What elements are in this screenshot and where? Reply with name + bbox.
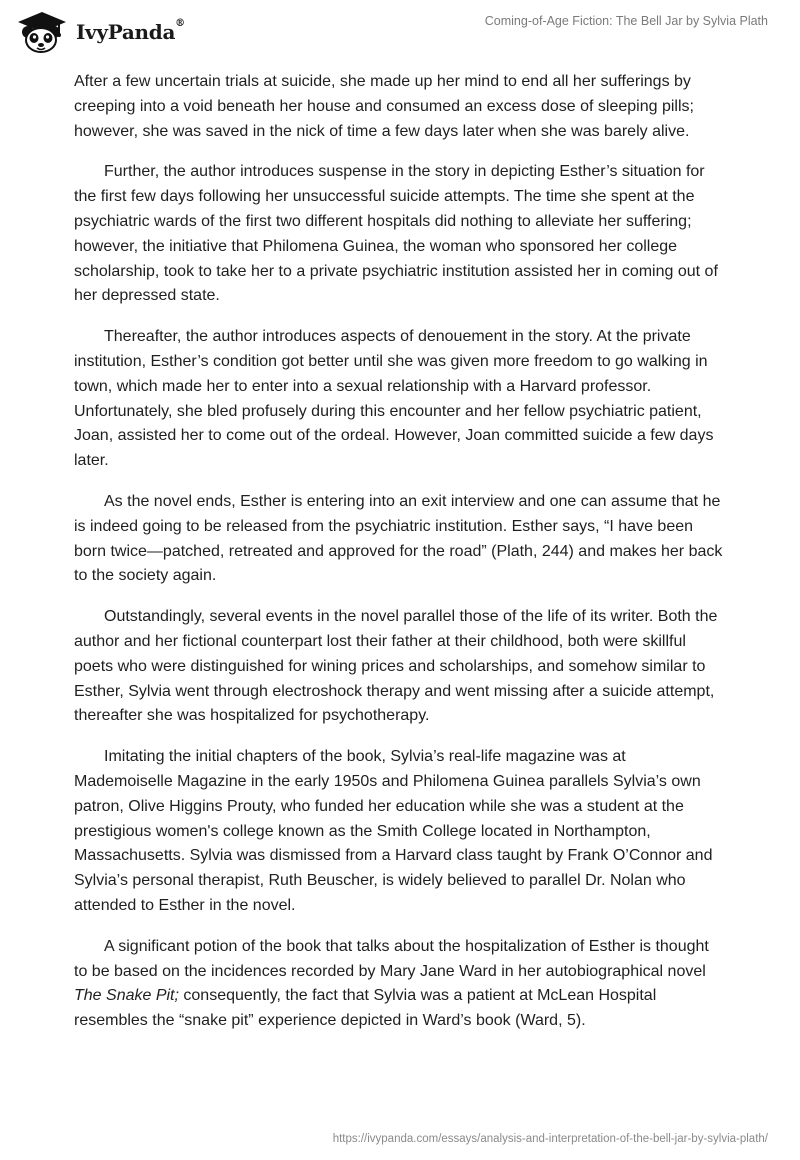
ivypanda-logo[interactable] (14, 10, 185, 54)
paragraph: After a few uncertain trials at suicide, she made up her mind to end all her sufferings by creeping into a void beneath her house and consumed an excess dose of sleeping pills; however, she was saved in the nick of time a few days later when she was barely alive. (74, 73, 694, 140)
source-url-link[interactable]: https://ivypanda.com/essays/analysis-and-interpretation-of-the-bell-jar-by-sylvia-plath/ (332, 1133, 768, 1145)
paragraph: Further, the author introduces suspense in the story in depicting Esther’s situation for the first few days following her unsuccessful suicide attempts. The time she spent at the psychiatric wards of the first two different hospitals did nothing to alleviate her suffering; however, the initiative that Philomena Guinea, the woman who sponsored her college scholarship, took to take her to a private psychiatric institution assisted her in coming out of her depressed state. (74, 163, 718, 305)
essay-body (74, 70, 724, 1050)
page-header (0, 0, 800, 60)
paragraph: As the novel ends, Esther is entering into an exit interview and one can assume that he is indeed going to be released from the psychiatric institution. Esther says, “I have been born twice—patched, retreated and approved for the road” (Plath, 244) and makes her back to the society again. (74, 492, 723, 585)
brand-name: IvyPanda® (76, 18, 185, 44)
paragraph: Outstandingly, several events in the novel parallel those of the life of its writer. Both the author and her fictional counterpart lost their father at their childhood, both were skillful poets who were distinguished for wining prices and scholarships, and somehow similar to Esther, Sylvia went through electroshock therapy and went missing after a suicide attempt, thereafter she was hospitalized for psychotherapy. (74, 608, 718, 725)
paragraph: Thereafter, the author introduces aspects of denouement in the story. At the private institution, Esther’s condition got better until she was given more freedom to go walking in town, which made her to enter into a sexual relationship with a Harvard professor. Unfortunately, she bled profusely during this encounter and her fellow psychiatric patient, Joan, assisted her to come out of the ordeal. However, Joan committed suicide a few days later. (74, 328, 714, 470)
paragraph (74, 935, 724, 1034)
paragraph-text: A significant potion of the book that talks about the hospitalization of Esther is thought to be based on the incidences recorded by Mary Jane Ward in her autobiographical novel (74, 937, 709, 980)
book-title: The Snake Pit; (74, 987, 179, 1005)
paragraph: Imitating the initial chapters of the book, Sylvia’s real-life magazine was at Mademoiselle Magazine in the early 1950s and Philomena Guinea parallels Sylvia’s own patron, Olive Higgins Prouty, who funded her education while she was a student at the prestigious women's college known as the Smith College located in Northampton, Massachusetts. Sylvia was dismissed from a Harvard class taught by Frank O’Connor and Sylvia’s personal therapist, Ruth Beuscher, is widely believed to parallel Dr. Nolan who attended to Esther in the novel. (74, 748, 713, 914)
panda-graduate-icon (14, 10, 70, 54)
paragraph-text: consequently, the fact that Sylvia was a patient at McLean Hospital resembles the “snake pit” experience depicted in Ward’s book (Ward, 5). (74, 987, 657, 1030)
document-title: Coming-of-Age Fiction: The Bell Jar by Sylvia Plath (484, 14, 768, 28)
